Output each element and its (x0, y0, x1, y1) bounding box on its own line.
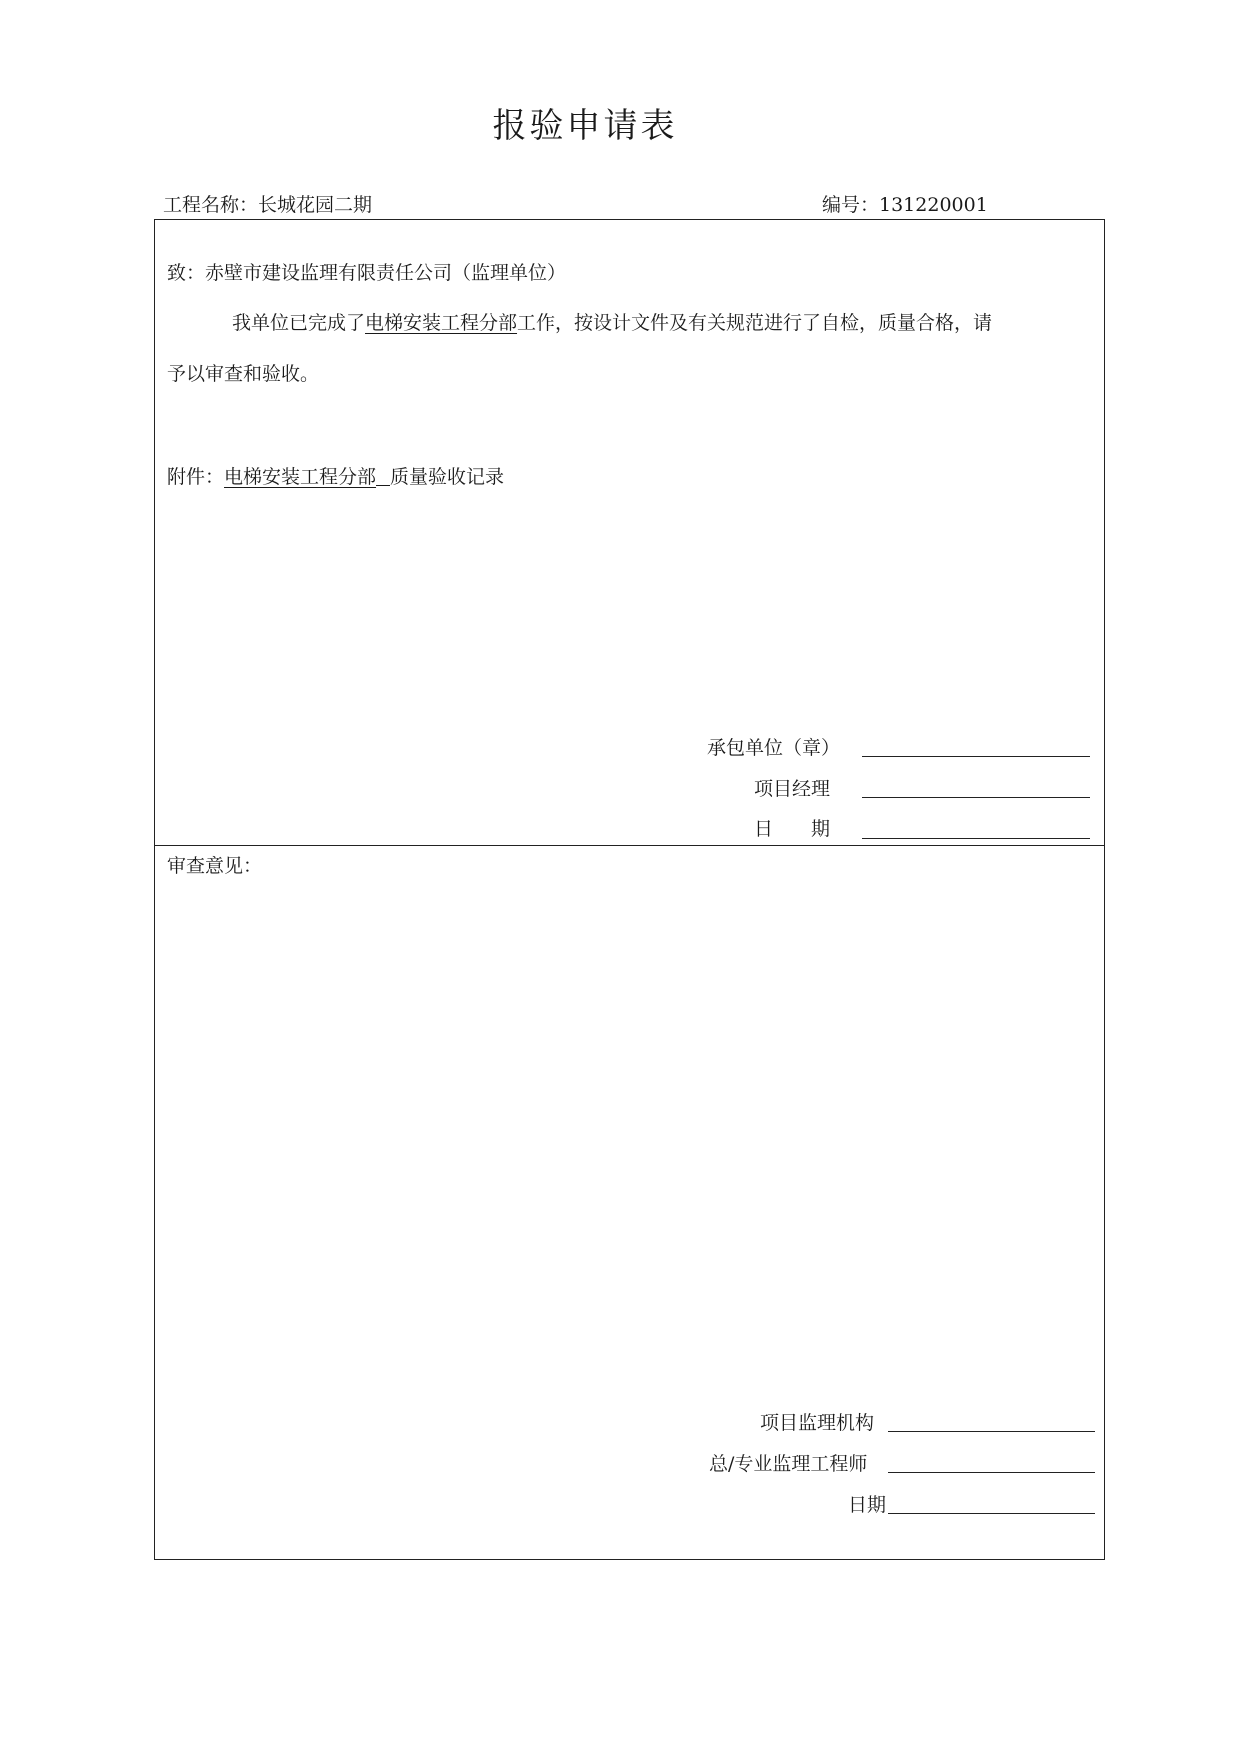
attachment-prefix: 附件： (167, 466, 225, 488)
application-paragraph-line2: 予以审查和验收。 (167, 363, 320, 385)
supervising-engineer-label: 总/专业监理工程师 (709, 1453, 868, 1475)
attachment-suffix: 质量验收记录 (390, 466, 505, 488)
contractor-seal-label: 承包单位（章） (707, 737, 841, 759)
application-date-line[interactable] (862, 838, 1090, 839)
supervision-org-line[interactable] (888, 1431, 1095, 1432)
work-item: 电梯安装工程分部 (365, 312, 518, 334)
review-opinion-label: 审查意见： (167, 855, 263, 877)
attachment-blank (376, 465, 390, 486)
contractor-seal-line[interactable] (862, 756, 1090, 757)
form-frame (154, 219, 1105, 1560)
serial-number: 编号：131220001 (822, 194, 988, 216)
project-manager-line[interactable] (862, 797, 1090, 798)
attachment-line (167, 462, 504, 489)
project-manager-label: 项目经理 (754, 778, 831, 800)
review-date-label: 日期 (848, 1494, 887, 1516)
body-prefix: 我单位已完成了 (232, 312, 366, 334)
application-paragraph (232, 308, 992, 335)
section-divider (154, 845, 1105, 846)
addressee-line: 致：赤壁市建设监理有限责任公司（监理单位） (167, 262, 567, 284)
project-name: 工程名称：长城花园二期 (163, 194, 373, 216)
application-date-label: 日 期 (754, 818, 831, 840)
review-date-line[interactable] (888, 1513, 1095, 1514)
attachment-item: 电梯安装工程分部 (224, 466, 377, 488)
supervision-org-label: 项目监理机构 (760, 1412, 875, 1434)
supervising-engineer-line[interactable] (888, 1472, 1095, 1473)
form-title: 报验申请表 (492, 106, 678, 146)
body-suffix: 工作，按设计文件及有关规范进行了自检，质量合格，请 (517, 312, 993, 334)
